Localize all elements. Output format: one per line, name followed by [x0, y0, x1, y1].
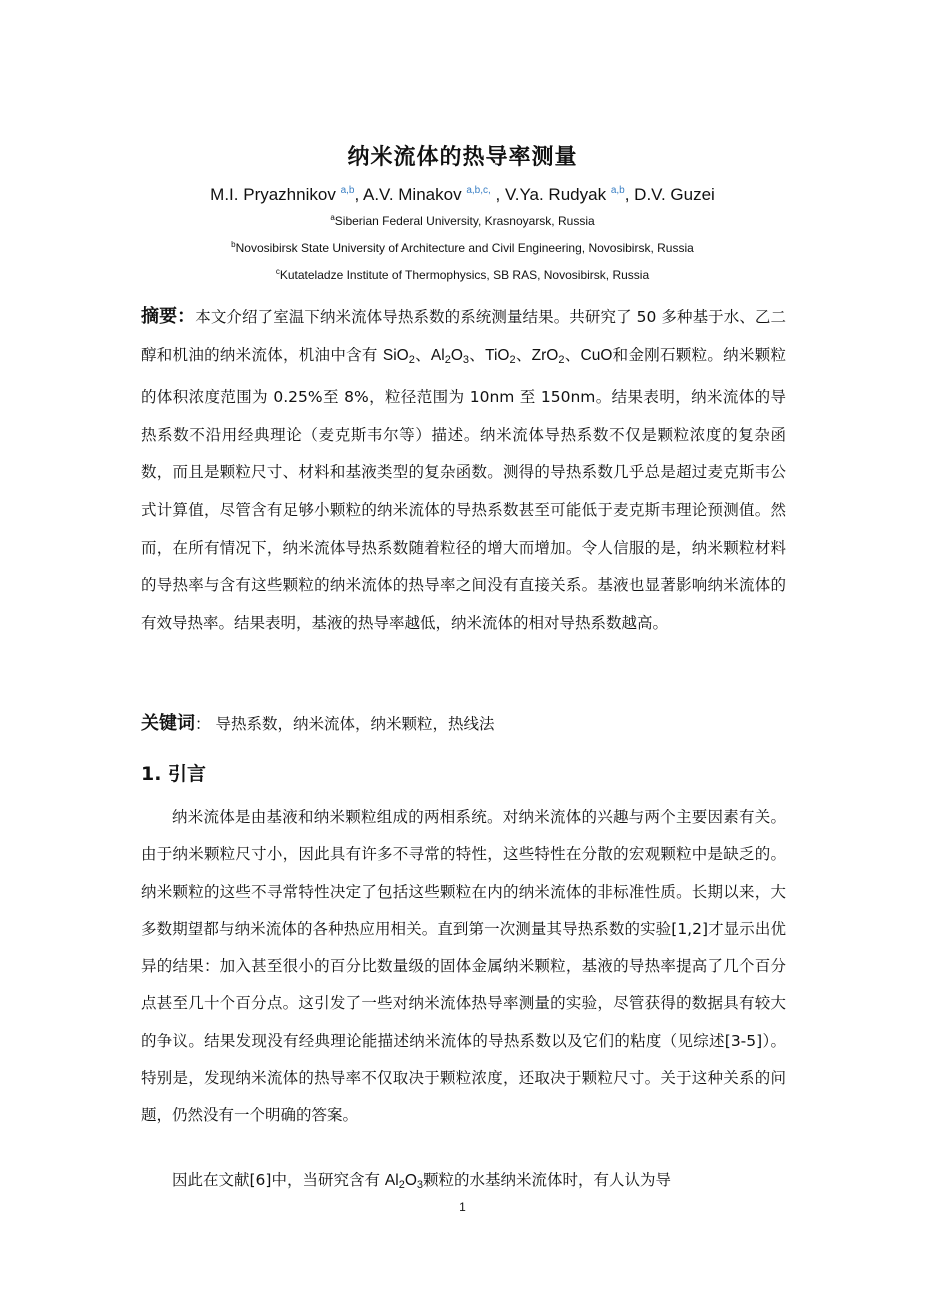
author-separator: , [354, 185, 363, 204]
author-name: D.V. Guzei [634, 185, 715, 204]
abstract-colon: ： [177, 306, 196, 327]
formula-subscript: 3 [416, 1179, 423, 1191]
author-separator: , [490, 185, 505, 204]
author-name: M.I. Pryazhnikov [210, 185, 336, 204]
author-list [0, 185, 925, 205]
formula-subscript: 2 [408, 353, 415, 366]
author-affiliation-mark: a,b,c, [466, 185, 491, 196]
affiliation-text: Novosibirsk State University of Architecture and Civil Engineering, Novosibirsk, Russia [235, 241, 694, 255]
affiliation-b [0, 240, 925, 255]
affiliation-mark: b [231, 240, 236, 249]
author-name: A.V. Minakov [362, 185, 462, 204]
paper-title: 纳米流体的热导率测量 [347, 145, 578, 170]
formula-zro2 [532, 347, 565, 364]
author-affiliation-mark: a,b [610, 185, 625, 196]
keywords-line [141, 709, 786, 739]
author-separator: , [624, 185, 635, 204]
page-number: 1 [459, 1200, 466, 1214]
keywords-colon: ： [195, 715, 211, 733]
formula-subscript: 3 [462, 353, 469, 366]
keywords-text: 导热系数，纳米流体，纳米颗粒，热线法 [210, 715, 495, 733]
formula-al2o3 [385, 1172, 423, 1189]
formula-part: ZrO [531, 346, 559, 364]
affiliation-mark: a [330, 213, 335, 222]
formula-subscript: 2 [398, 1179, 405, 1191]
formula-subscript: 2 [444, 353, 451, 366]
section-heading-introduction: 1. 引言 [141, 763, 207, 785]
affiliation-mark: c [275, 267, 280, 276]
abstract-paragraph [141, 298, 786, 642]
affiliation-text: Kutateladze Institute of Thermophysics, SB RAS, Novosibirsk, Russia [279, 268, 650, 282]
formula-part: O [450, 346, 463, 364]
affiliation-c [0, 267, 925, 282]
formula-cuo: CuO [580, 346, 613, 364]
affiliation-text: Siberian Federal University, Krasnoyarsk, Russia [334, 214, 595, 228]
formula-part: O [404, 1172, 417, 1189]
formula-part: Al [384, 1172, 399, 1189]
author-affiliation-mark: a,b [340, 185, 355, 196]
formula-part: TiO [485, 346, 510, 364]
formula-sio2 [383, 347, 415, 364]
abstract-text-1: 本文介绍了室温下纳米流体导热系数的系统测量结果。共研究了 50 多种基于水、乙二醇和机油的纳米流体，机油中含有 [141, 308, 786, 364]
intro-text: 颗粒的水基纳米流体时，有人认为导 [423, 1171, 672, 1189]
keywords-label: 关键词 [141, 713, 195, 734]
list-separator: 、 [564, 345, 581, 364]
abstract-label: 摘要 [141, 306, 178, 327]
list-separator: 、 [414, 345, 431, 364]
intro-paragraph-1: 纳米流体是由基液和纳米颗粒组成的两相系统。对纳米流体的兴趣与两个主要因素有关。由于纳米颗粒尺寸小，因此具有许多不寻常的特性，这些特性在分散的宏观颗粒中是缺乏的。纳米颗粒的这些不寻常特性决定了包括这些颗粒在内的纳米流体的非标准性质。长期以来，大多数期望都与纳米流体的各种热应用相关。直到第一次测量其导热系数的实验[1,2]才显示出优异的结果：加入甚至很小的百分比数量级的固体金属纳米颗粒，基液的导热率提高了几个百分点甚至几十个百分点。这引发了一些对纳米流体热导率测量的实验，尽管获得的数据具有较大的争议。结果发现没有经典理论能描述纳米流体的导热系数以及它们的粘度（见综述[3-5]）。特别是，发现纳米流体的热导率不仅取决于颗粒浓度，还取决于颗粒尺寸。关于这种关系的问题，仍然没有一个明确的答案。 [141, 808, 786, 1125]
formula-subscript: 2 [509, 353, 516, 366]
intro-paragraph-2 [141, 1162, 786, 1204]
list-separator: 、 [469, 345, 486, 364]
formula-part: SiO [382, 346, 409, 364]
formula-part: Al [430, 346, 445, 364]
formula-tio2 [485, 347, 516, 364]
affiliation-a [0, 213, 925, 228]
intro-text: 因此在文献[6]中，当研究含有 [172, 1171, 385, 1189]
formula-al2o3 [431, 347, 469, 364]
list-separator: 、 [515, 345, 532, 364]
author-name: V.Ya. Rudyak [504, 185, 607, 204]
abstract-text-2: 和金刚石颗粒。纳米颗粒的体积浓度范围为 0.25%至 8%，粒径范围为 10nm 至 150nm。结果表明，纳米流体的导热系数不沿用经典理论（麦克斯韦尔等）描述。纳米流体导热系数不仅是颗粒浓度的复杂函数，而且是颗粒尺寸、材料和基液类型的复杂函数。测得的导热系数几乎总是超过麦克斯韦公式计算值，尽管含有足够小颗粒的纳米流体的导热系数甚至可能低于麦克斯韦理论预测值。然而，在所有情况下，纳米流体导热系数随着粒径的增大而增加。令人信服的是，纳米颗粒材料的导热率与含有这些颗粒的纳米流体的热导率之间没有直接关系。基液也显著影响纳米流体的有效导热率。结果表明，基液的热导率越低，纳米流体的相对导热系数越高。 [141, 345, 786, 632]
formula-subscript: 2 [558, 353, 565, 366]
